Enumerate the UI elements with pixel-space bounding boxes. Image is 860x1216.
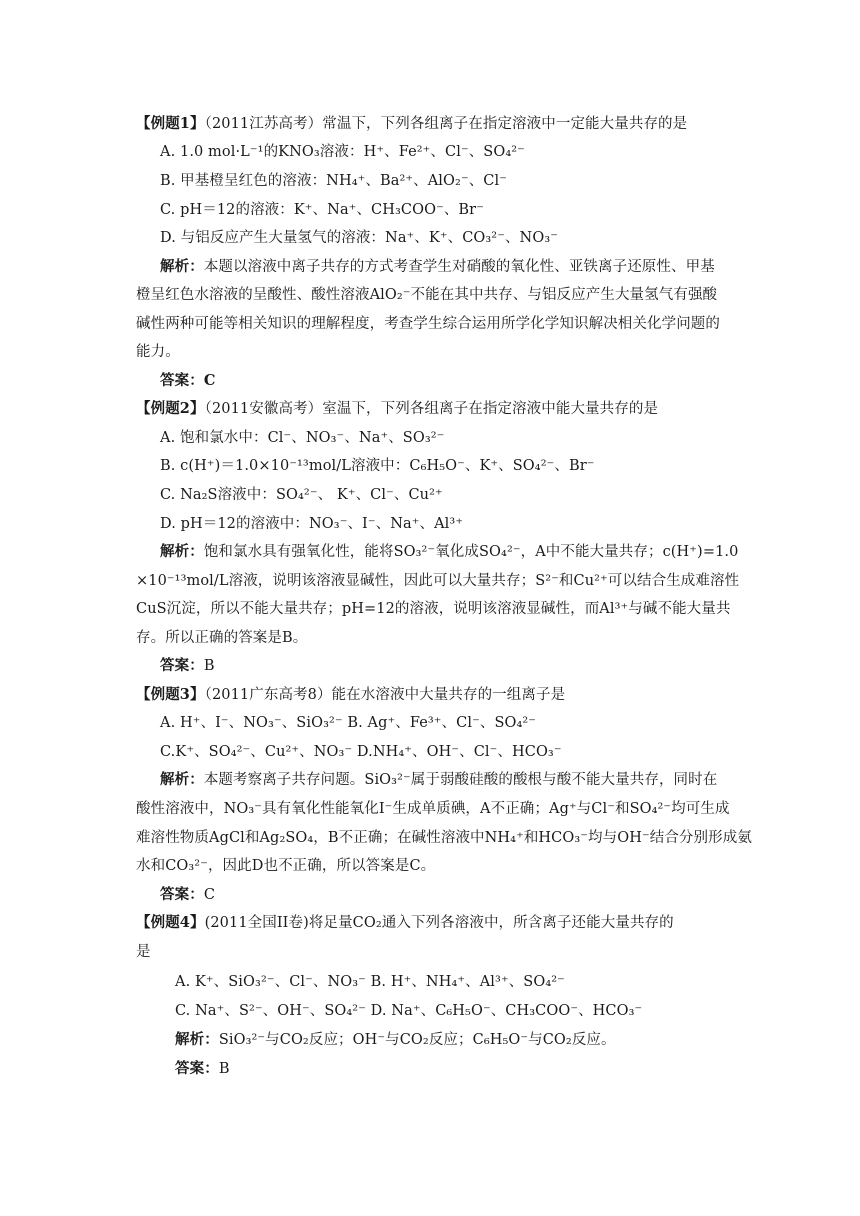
example-3-question: （2011广东高考8）能在水溶液中大量共存的一组离子是 [204,687,566,703]
example-4-analysis-line: 解析：SiO₃²⁻与CO₂反应；OH⁻与CO₂反应；C₆H₅O⁻与CO₂反应。 [175,1031,616,1048]
example-2-option-d: D. pH＝12的溶液中：NO₃⁻、I⁻、Na⁺、Al³⁺ [160,516,464,532]
example-1-answer [160,370,215,392]
example-1-analysis-line: 解析：本题以溶液中离子共存的方式考查学生对硝酸的氧化性、亚铁离子还原性、甲基 [160,258,715,275]
example-2-heading [136,398,658,420]
example-3-options-cd: C.K⁺、SO₄²⁻、Cu²⁺、NO₃⁻ D.NH₄⁺、OH⁻、Cl⁻、HCO₃⁻ [160,744,562,760]
example-3-answer-value: C [203,887,216,903]
example-4-question: (2011全国II卷)将足量CO₂通入下列各溶液中，所含离子还能大量共存的 [204,915,674,931]
example-1-question: （2011江苏高考）常温下，下列各组离子在指定溶液中一定能大量共存的是 [204,116,688,132]
example-4-answer-label: 答案： [175,1060,219,1077]
example-2-option-b: B. c(H⁺)＝1.0×10⁻¹³mol/L溶液中：C₆H₅O⁻、K⁺、SO₄²⁻、Br⁻ [160,458,595,474]
example-2-answer-value: B [203,658,215,674]
example-4-options-cd: C. Na⁺、S²⁻、OH⁻、SO₄²⁻ D. Na⁺、C₆H₅O⁻、CH₃COO⁻、HCO₃⁻ [175,1003,643,1019]
example-4-heading [136,912,674,934]
example-2-analysis-line: 存。所以正确的答案是B。 [136,630,308,646]
example-3-analysis-line: 解析：本题考察离子共存问题。SiO₃²⁻属于弱酸硅酸的酸根与酸不能大量共存，同时在 [160,771,718,788]
example-2-answer-label: 答案： [160,657,204,674]
example-2-analysis-label: 解析： [160,543,204,560]
example-1-label: 【例题1】 [136,115,205,132]
example-1-option-d: D. 与铝反应产生大量氢气的溶液：Na⁺、K⁺、CO₃²⁻、NO₃⁻ [160,230,558,246]
example-3-label: 【例题3】 [136,686,205,703]
example-2-question: （2011安徽高考）室温下，下列各组离子在指定溶液中能大量共存的是 [204,401,659,417]
example-2-analysis-line: 解析：饱和氯水具有强氧化性，能将SO₃²⁻氧化成SO₄²⁻，A中不能大量共存；c(H⁺)=1.0 [160,543,739,560]
example-3-analysis-line: 难溶性物质AgCl和Ag₂SO₄，B不正确；在碱性溶液中NH₄⁺和HCO₃⁻均与OH⁻结合分别形成氨 [136,830,752,846]
example-1-answer-value: C [203,372,216,389]
example-2-analysis-line: ×10⁻¹³mol/L溶液，说明该溶液显碱性，因此可以大量共存；S²⁻和Cu²⁺可以结合生成难溶性 [136,573,740,589]
example-4-answer-value: B [218,1061,230,1077]
example-3-analysis-line: 酸性溶液中，NO₃⁻具有氧化性能氧化I⁻生成单质碘，A不正确；Ag⁺与Cl⁻和SO₄²⁻均可生成 [136,801,730,817]
example-1-analysis-line: 碱性两种可能等相关知识的理解程度，考查学生综合运用所学化学知识解决相关化学问题的 [136,316,720,332]
example-3-answer-label: 答案： [160,886,204,903]
example-2-option-a: A. 饱和氯水中：Cl⁻、NO₃⁻、Na⁺、SO₃²⁻ [160,430,445,446]
example-2-analysis-line: CuS沉淀，所以不能大量共存；pH=12的溶液，说明该溶液显碱性，而Al³⁺与碱不能大量共 [136,601,731,617]
example-2-option-c: C. Na₂S溶液中：SO₄²⁻、 K⁺、Cl⁻、Cu²⁺ [160,487,443,503]
example-1-answer-label: 答案： [160,372,204,389]
example-1-analysis-line: 能力。 [136,344,180,360]
example-2-label: 【例题2】 [136,400,205,417]
example-1-heading [136,113,687,135]
example-4-analysis-label: 解析： [175,1031,219,1048]
example-4-question-cont: 是 [136,944,151,960]
example-3-heading [136,684,565,706]
example-3-analysis-label: 解析： [160,771,204,788]
example-3-options-ab: A. H⁺、I⁻、NO₃⁻、SiO₃²⁻ B. Ag⁺、Fe³⁺、Cl⁻、SO₄²⁻ [160,715,537,731]
example-1-analysis-line: 橙呈红色水溶液的呈酸性、酸性溶液AlO₂⁻不能在其中共存、与铝反应产生大量氢气有强酸 [136,287,718,303]
example-1-analysis-label: 解析： [160,258,204,275]
example-1-option-c: C. pH＝12的溶液：K⁺、Na⁺、CH₃COO⁻、Br⁻ [160,202,484,218]
example-4-options-ab: A. K⁺、SiO₃²⁻、Cl⁻、NO₃⁻ B. H⁺、NH₄⁺、Al³⁺、SO₄²⁻ [175,974,565,990]
example-4-answer [175,1058,230,1080]
example-4-label: 【例题4】 [136,914,205,931]
example-3-analysis-line: 水和CO₃²⁻，因此D也不正确，所以答案是C。 [136,858,436,874]
example-1-option-b: B. 甲基橙呈红色的溶液：NH₄⁺、Ba²⁺、AlO₂⁻、Cl⁻ [160,173,507,189]
example-2-answer [160,655,215,677]
example-1-option-a: A. 1.0 mol·L⁻¹的KNO₃溶液：H⁺、Fe²⁺、Cl⁻、SO₄²⁻ [160,144,525,160]
example-3-answer [160,884,215,906]
